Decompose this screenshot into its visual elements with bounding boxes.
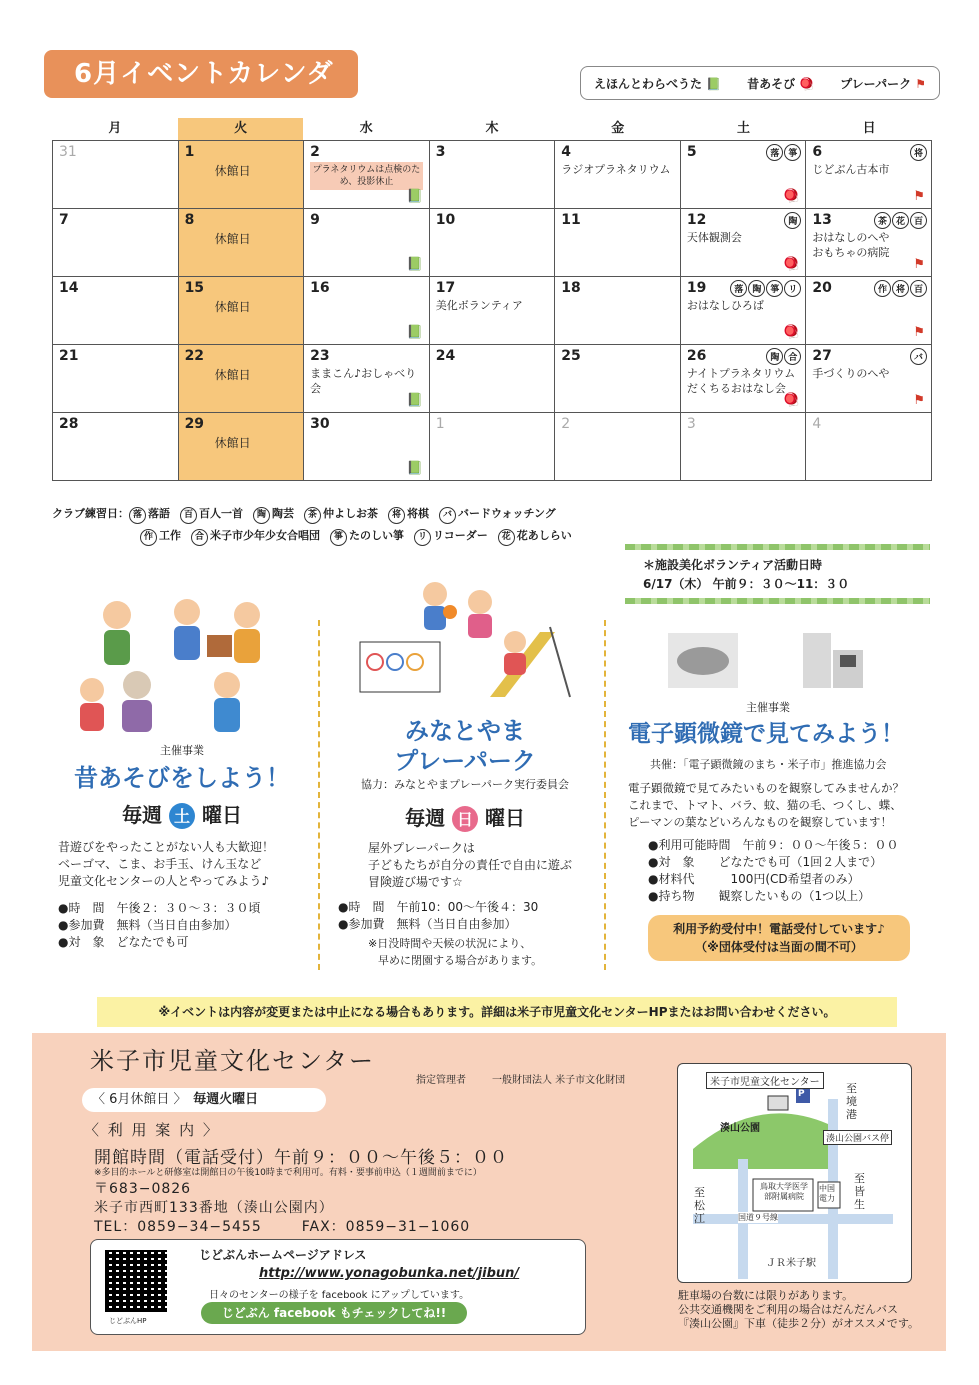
flag-icon: ⚑ [913, 189, 925, 204]
event-label: ラジオプラネタリウム [561, 163, 671, 176]
calendar-day-cell [555, 209, 681, 277]
day-number: 22 [184, 348, 205, 364]
divider [318, 620, 320, 970]
club-badge: 茶 [304, 507, 321, 524]
closed-day-label: 休館日 [214, 232, 251, 246]
day-number: 3 [686, 416, 696, 432]
event-label: おはなしのへや [812, 231, 890, 244]
calendar-day-cell [681, 413, 807, 481]
flag-icon: ⚑ [913, 325, 925, 340]
club-legend-item [498, 529, 572, 542]
map-hospital: 鳥取大学医学部附属病院 [760, 1182, 808, 1201]
event-label: じどぶん古本市 [812, 163, 890, 176]
day-number: 2 [561, 416, 571, 432]
microscope-cohost: 共催：「電子顕微鏡のまち・米子市」推進協力会 [650, 758, 887, 771]
sponsor-label: 主催事業 [160, 744, 204, 757]
qr-caption: じどぶんHP [109, 1317, 147, 1325]
calendar-day-cell [304, 209, 430, 277]
calendar-day-cell [681, 209, 807, 277]
day-number: 28 [59, 416, 79, 432]
club-row-1 [52, 503, 582, 525]
calendar-day-cell [806, 413, 932, 481]
homepage-box [90, 1239, 586, 1335]
flag-icon: ⚑ [913, 257, 925, 272]
day-number: 9 [310, 212, 320, 228]
club-legend-item [388, 507, 429, 520]
day-number: 25 [561, 348, 581, 364]
address: 米子市西町133番地（湊山公園内） [94, 1200, 334, 1216]
planetarium-notice: プラネタリウムは点検のため、投影休止 [310, 162, 423, 190]
club-badge: 落 [766, 144, 783, 161]
calendar-day-cell [53, 277, 179, 345]
map-park: 湊山公園 [720, 1123, 760, 1134]
club-badge: 作 [140, 529, 157, 546]
club-legend-item [180, 507, 243, 520]
day-number: 2 [310, 144, 320, 160]
legend-item-ehon: えほんとわらべうた 📗 [593, 76, 722, 91]
club-name: リコーダー [433, 529, 488, 542]
club-name: 将棋 [407, 507, 429, 520]
event-label: ままこん♪おしゃべり会 [310, 367, 417, 395]
club-name: たのしい箏 [349, 529, 404, 542]
club-legend-item [439, 507, 556, 520]
event-label: だくちるおはなし会 [686, 382, 786, 395]
club-name: 米子市少年少女合唱団 [210, 529, 320, 542]
club-name: 花あしらい [516, 529, 572, 542]
club-badge: 花 [498, 529, 515, 546]
map-to-matsue: 至 松江 [694, 1186, 705, 1225]
event-label: 美化ボランティア [435, 299, 523, 312]
mukashi-details: ●時 間 午後２：３０～３：３０頃 ●参加費 無料（当日自由参加） ●対 象 どなたでも可 [58, 900, 261, 949]
usage-guide: 〈 利 用 案 内 〉 [84, 1121, 220, 1139]
club-badge: 陶 [784, 212, 801, 229]
legend-item-mukashi: 昔あそび 🪀 [747, 76, 815, 91]
club-legend-item [129, 507, 170, 520]
calendar-day-cell [179, 141, 305, 209]
map-station: ＪＲ米子駅 [766, 1258, 816, 1269]
club-badge: 茶 [874, 212, 891, 229]
book-icon: 📗 [406, 257, 423, 272]
book-icon: 📗 [406, 325, 423, 340]
saturday-pill: 土 [169, 803, 195, 829]
top-toy-icon: 🪀 [783, 325, 800, 340]
event-label: おもちゃの病院 [812, 246, 890, 259]
playpark-desc: 屋外プレーパークは 子どもたちが自分の責任で自由に遊ぶ 冒険遊び場です☆ [368, 840, 573, 889]
closed-day-label: 休館日 [214, 164, 251, 178]
club-legend [52, 503, 582, 547]
club-badge: 百 [910, 280, 927, 297]
club-badge: 百 [910, 212, 927, 229]
playpark-note: ※日没時間や天候の状況により、 早めに閉園する場合があります。 [368, 936, 543, 967]
top-toy-icon: 🪀 [783, 257, 800, 272]
day-number: 26 [686, 348, 707, 364]
day-number: 4 [561, 144, 572, 160]
map-center-label: 米子市児童文化センター [706, 1072, 824, 1089]
club-legend-item [191, 529, 320, 542]
day-number: 27 [812, 348, 832, 364]
closed-day-label: 休館日 [214, 368, 251, 382]
calendar-day-cell [179, 413, 305, 481]
microscope-title: 電子顕微鏡で見てみよう！ [628, 721, 904, 747]
map-roads [678, 1064, 911, 1282]
calendar-day-cell [179, 345, 305, 413]
calendar-day-cell [430, 413, 556, 481]
map-chugoku: 中国電力 [819, 1184, 835, 1203]
microscope-details: ●利用可能時間 午前９：００～午後５：００ ●対 象 どなたでも可（1回２人まで） ●材料代 100円(CD希望者のみ） ●持ち物 観察したいもの（1つ以上） [648, 838, 899, 903]
calendar-day-cell [53, 345, 179, 413]
weekday-label: 木 [485, 121, 499, 136]
club-name: 仲よしお茶 [323, 507, 378, 520]
day-number: 20 [812, 280, 832, 296]
kids-playing-illustration [62, 590, 292, 740]
calendar-day-cell [430, 345, 556, 413]
day-number: 31 [59, 144, 77, 160]
calendar-day-cell [179, 209, 305, 277]
club-badge: 将 [892, 280, 909, 297]
sunday-pill: 日 [452, 806, 478, 832]
top-toy-icon: 🪀 [783, 189, 800, 204]
club-badge: 落 [129, 507, 146, 524]
day-number: 18 [561, 280, 581, 296]
weekday-label: 火 [178, 118, 304, 140]
club-badge: 花 [892, 212, 909, 229]
mukashi-asobi-section [52, 590, 312, 949]
parking-mark: P [798, 1089, 805, 1099]
calendar-day-cell [555, 413, 681, 481]
club-badge: 落 [730, 280, 747, 297]
book-icon: 📗 [706, 76, 722, 91]
manager-name: 一般財団法人 米子市文化財団 [492, 1075, 626, 1086]
microscope-illustration [618, 625, 918, 695]
contact-info [94, 1180, 470, 1237]
club-badge: 将 [910, 144, 927, 161]
qr-code[interactable] [105, 1250, 167, 1312]
day-number: 29 [184, 416, 205, 432]
club-badge: 箏 [784, 144, 801, 161]
calendar-day-cell [681, 277, 807, 345]
calendar-day-cell [430, 141, 556, 209]
calendar-day-cell [304, 345, 430, 413]
day-number: 10 [435, 212, 456, 228]
day-number: 24 [435, 348, 456, 364]
day-number: 1 [184, 144, 195, 160]
hours-note: ※多目的ホールと研修室は開館日の午後10時まで利用可。有料・要事前申込（１週間前までに） [94, 1168, 482, 1178]
calendar-day-cell [681, 141, 807, 209]
mukashi-desc: 昔遊びをやったことがない人も大歓迎！ ベーゴマ、こま、お手玉、けん玉など 児童文化センターの人とやってみよう♪ [58, 839, 275, 888]
book-icon: 📗 [406, 189, 423, 204]
club-badge: 箏 [330, 529, 347, 546]
weekday-header [52, 118, 932, 140]
calendar-day-cell [681, 345, 807, 413]
day-number: 14 [59, 280, 79, 296]
club-badge: 作 [874, 280, 891, 297]
manager-label: 指定管理者 [416, 1075, 466, 1086]
center-name: 米子市児童文化センター [90, 1047, 376, 1075]
volunteer-title: ＊施設美化ボランティア活動日時 [643, 558, 823, 572]
booking-banner: 利用予約受付中！電話受付しています♪ （※団体受付は当面の間不可） [648, 915, 910, 961]
day-number: 12 [686, 212, 707, 228]
day-number: 11 [561, 212, 581, 228]
event-change-notice: ※イベントは内容が変更または中止になる場合もあります。詳細は米子市児童文化センターHPまたはお問い合わせください。 [97, 997, 897, 1027]
weekday-label: 金 [611, 121, 625, 136]
club-name: バードウォッチング [458, 507, 556, 520]
club-legend-label: クラブ練習日： [52, 507, 129, 520]
day-number: 30 [310, 416, 330, 432]
microscope-desc: 電子顕微鏡で見てみたいものを観察してみませんか？ これまで、トマト、バラ、蚊、猫の毛、つくし、蝶、 ピーマンの葉などいろんなものを観察しています！ [628, 781, 904, 829]
postal-code: 〒683−0826 [94, 1181, 192, 1197]
opening-hours: 開館時間（電話受付）午前９：００～午後５：００ [94, 1148, 508, 1168]
club-badge: 陶 [253, 507, 270, 524]
calendar-day-cell [555, 277, 681, 345]
volunteer-when: 6/17（木） 午前９：３０～11：３０ [643, 577, 850, 591]
day-number: 3 [435, 144, 446, 160]
book-icon: 📗 [406, 461, 423, 476]
club-badge: バ [439, 507, 456, 524]
event-label: 天体観測会 [686, 231, 742, 244]
club-name: 百人一首 [199, 507, 243, 520]
club-badge: リ [784, 280, 801, 297]
sponsor-label: 主催事業 [746, 701, 790, 714]
closed-day-box: 〈 6月休館日 〉 毎週火曜日 [82, 1088, 326, 1112]
playpark-details: ●時 間 午前10：00～午後４：30 ●参加費 無料（当日自由参加） [338, 899, 539, 931]
calendar-day-cell [430, 209, 556, 277]
top-toy-icon: 🪀 [799, 76, 815, 91]
day-number: 1 [435, 416, 445, 432]
calendar-day-cell [304, 277, 430, 345]
day-number: 17 [435, 280, 456, 296]
day-number: 6 [812, 144, 823, 160]
calendar-grid [52, 140, 932, 481]
event-legend [580, 66, 940, 100]
facebook-button[interactable]: じどぶん facebook もチェックしてね!! [201, 1302, 467, 1324]
calendar-day-cell [806, 209, 932, 277]
event-label: ナイトプラネタリウム [686, 367, 796, 380]
map-to-sakaiminato: 至 境港 [846, 1082, 857, 1121]
day-number: 15 [184, 280, 205, 296]
volunteer-box [625, 544, 930, 604]
weekday-label: 水 [359, 121, 373, 136]
club-badge: バ [910, 348, 927, 365]
microscope-section [618, 625, 938, 965]
closed-day-label: 休館日 [214, 436, 251, 450]
calendar-day-cell [555, 141, 681, 209]
day-number: 5 [686, 144, 697, 160]
map-bus-stop: 湊山公園バス停 [823, 1130, 892, 1145]
day-number: 16 [310, 280, 330, 296]
playpark-coop: 協力：みなとやまプレーパーク実行委員会 [360, 778, 569, 791]
homepage-link[interactable]: http://www.yonagobunka.net/jibun/ [259, 1266, 520, 1281]
calendar-day-cell [806, 141, 932, 209]
fax: FAX：0859−31−1060 [301, 1219, 471, 1235]
facebook-note: 日々のセンターの様子を facebook にアップしています。 [209, 1290, 470, 1301]
day-number: 13 [812, 212, 832, 228]
map-to-minaike: 至 皆生 [854, 1172, 865, 1211]
club-name: 陶芸 [272, 507, 294, 520]
playpark-illustration [340, 572, 590, 712]
day-number: 21 [59, 348, 79, 364]
club-badge: 陶 [766, 348, 783, 365]
flag-icon: ⚑ [915, 76, 927, 91]
event-label: おはなしひろば [686, 299, 764, 312]
map-route: 国道９号線 [738, 1213, 778, 1222]
schedule-every-sat: 毎週 土 曜日 [122, 803, 242, 827]
club-badge: 将 [388, 507, 405, 524]
access-map [677, 1063, 912, 1283]
playpark-title: みなとやま プレーパーク [394, 717, 536, 775]
flag-icon: ⚑ [913, 393, 925, 408]
club-badge: 箏 [766, 280, 783, 297]
playpark-section [330, 572, 600, 972]
tel: TEL：0859−34−5455 [94, 1219, 262, 1235]
club-badge: 合 [784, 348, 801, 365]
weekday-label: 月 [108, 121, 122, 136]
closed-day-label: 休館日 [214, 300, 251, 314]
club-badge: 合 [191, 529, 208, 546]
event-label: 手づくりのへや [812, 367, 890, 380]
club-badge: リ [414, 529, 431, 546]
club-badge: 陶 [748, 280, 765, 297]
mukashi-title: 昔あそびをしよう！ [74, 764, 290, 792]
hp-label: じどぶんホームページアドレス [199, 1248, 367, 1262]
calendar-day-cell [430, 277, 556, 345]
day-number: 7 [59, 212, 69, 228]
club-legend-item [140, 529, 181, 542]
decor-band [625, 598, 930, 604]
calendar-day-cell [304, 413, 430, 481]
day-number: 8 [184, 212, 195, 228]
club-legend-item [304, 507, 378, 520]
club-legend-item [253, 507, 294, 520]
parking-note: 駐車場の台数には限りがあります。 公共交通機関をご利用の場合はだんだんバス 『湊山公園』下車（徒歩２分）がオススメです。 [678, 1289, 920, 1330]
calendar-day-cell [304, 141, 430, 209]
club-legend-item [330, 529, 404, 542]
club-badge: 百 [180, 507, 197, 524]
day-number: 23 [310, 348, 330, 364]
calendar-day-cell [806, 345, 932, 413]
day-number: 19 [686, 280, 707, 296]
event-calendar [52, 118, 932, 481]
club-row-2 [52, 525, 582, 547]
calendar-day-cell [179, 277, 305, 345]
decor-band [625, 544, 930, 550]
calendar-day-cell [555, 345, 681, 413]
book-icon: 📗 [406, 393, 423, 408]
day-number: 4 [812, 416, 822, 432]
calendar-day-cell [53, 141, 179, 209]
calendar-day-cell [53, 209, 179, 277]
top-toy-icon: 🪀 [783, 393, 800, 408]
calendar-day-cell [53, 413, 179, 481]
divider [604, 620, 606, 970]
club-legend-item [414, 529, 488, 542]
legend-item-playpark: プレーパーク ⚑ [840, 76, 927, 91]
club-name: 工作 [159, 529, 181, 542]
weekday-label: 土 [736, 121, 750, 136]
weekday-label: 日 [862, 121, 876, 136]
calendar-title: 6月イベントカレンダー [44, 50, 358, 98]
calendar-day-cell [806, 277, 932, 345]
club-name: 落語 [148, 507, 170, 520]
schedule-every-sun: 毎週 日 曜日 [405, 806, 525, 830]
